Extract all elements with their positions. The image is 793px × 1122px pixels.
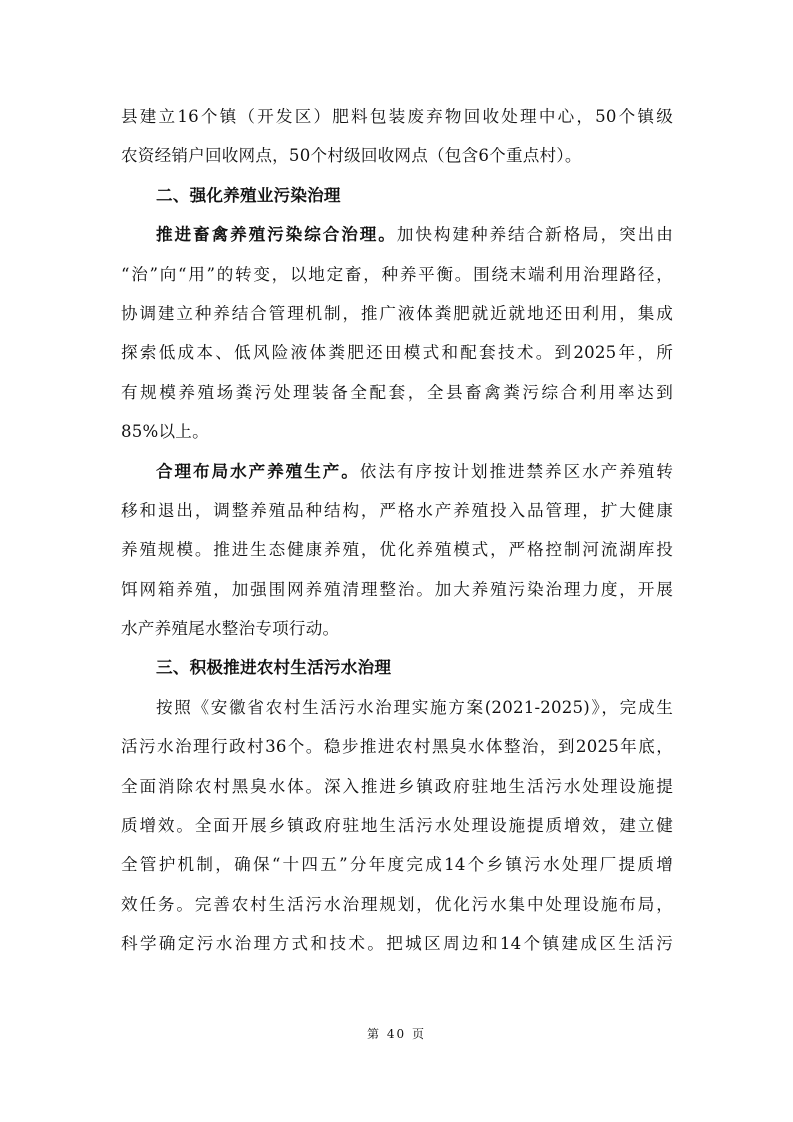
paragraph-text: 依法有序按计划推进禁养区水产养殖转: [359, 461, 674, 481]
section-heading: 二、强化养殖业污染治理: [156, 184, 341, 205]
text-line: 移和退出，调整养殖品种结构，严格水产养殖投入品管理，扩大健康: [121, 500, 673, 520]
section-heading: 三、积极推进农村生活污水治理: [156, 657, 392, 678]
text-line: 探索低成本、低风险液体粪肥还田模式和配套技术。到2025年，所: [121, 343, 673, 363]
text-line: 水产养殖尾水整治专项行动。: [121, 619, 340, 639]
paragraph-lead: 推进畜禽养殖污染综合治理。: [156, 224, 397, 245]
text-line: 有规模养殖场粪污处理装备全配套，全县畜禽粪污综合利用率达到: [121, 382, 673, 402]
page-body: [121, 97, 673, 964]
text-line: 效任务。完善农村生活污水治理规划，优化污水集中处理设施布局，: [121, 894, 673, 914]
text-line: 活污水治理行政村36个。稳步推进农村黑臭水体整治，到2025年底，: [121, 737, 673, 757]
paragraph-first-line: [121, 215, 673, 254]
text-line: “治”向“用”的转变，以地定畜，种养平衡。围绕末端利用治理路径，: [121, 264, 673, 284]
paragraph-first-line: [121, 452, 673, 491]
paragraph-lead: 合理布局水产养殖生产。: [156, 460, 360, 481]
text-line: 农资经销户回收网点，50个村级回收网点（包含6个重点村）。: [121, 146, 582, 166]
page-number: 第 40 页: [367, 1027, 426, 1041]
text-line: 85%以上。: [121, 422, 209, 442]
text-line: 全管护机制，确保“十四五”分年度完成14个乡镇污水处理厂提质增: [121, 855, 673, 875]
text-line: 县建立16个镇（开发区）肥料包装废弃物回收处理中心，50个镇级: [121, 107, 673, 126]
text-line: 质增效。全面开展乡镇政府驻地生活污水处理设施提质增效，建立健: [121, 816, 673, 836]
paragraph-first-line: 按照《安徽省农村生活污水治理实施方案(2021-2025)》，完成生: [156, 697, 673, 717]
text-line: 科学确定污水治理方式和技术。把城区周边和14个镇建成区生活污: [121, 934, 673, 954]
paragraph-text: 加快构建种养结合新格局，突出由: [396, 225, 673, 245]
text-line: 全面消除农村黑臭水体。深入推进乡镇政府驻地生活污水处理设施提: [121, 776, 673, 796]
text-line: 养殖规模。推进生态健康养殖，优化养殖模式，严格控制河流湖库投: [121, 540, 673, 560]
text-line: 饵网箱养殖，加强围网养殖清理整治。加大养殖污染治理力度，开展: [121, 579, 673, 599]
text-line: 协调建立种养结合管理机制，推广液体粪肥就近就地还田利用，集成: [121, 303, 673, 323]
